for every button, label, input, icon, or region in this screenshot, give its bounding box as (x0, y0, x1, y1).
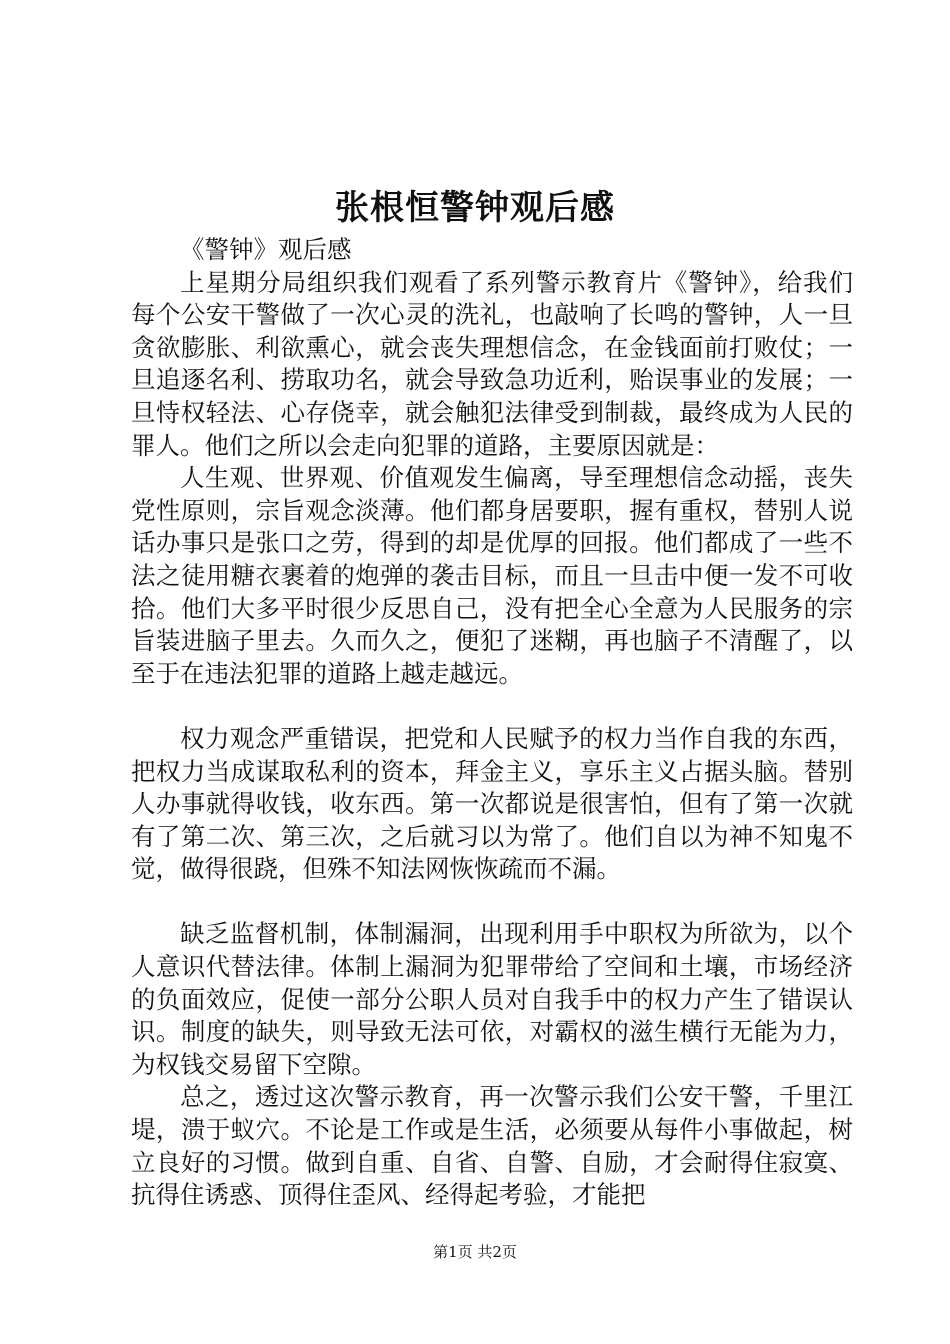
body-paragraph: 总之，透过这次警示教育，再一次警示我们公安干警，千里江堤，溃于蚁穴。不论是工作或是生活，必须要从每件小事做起，树立良好的习惯。做到自重、自省、自警、自励，才会耐得住寂寞、抗得住诱惑、顶得住歪风、经得起考验，才能把 (131, 1082, 853, 1210)
document-title: 张根恒警钟观后感 (335, 188, 615, 228)
page-footer: 第1页 共2页 (433, 1243, 517, 1261)
document-body (131, 234, 853, 1212)
body-paragraph: 缺乏监督机制，体制漏洞，出现利用手中职权为所欲为，以个人意识代替法律。体制上漏洞为犯罪带给了空间和土壤，市场经济的负面效应，促使一部分公职人员对自我手中的权力产生了错误认识。制度的缺失，则导致无法可依，对霸权的滋生横行无能为力，为权钱交易留下空隙。 (131, 919, 853, 1079)
subtitle-paragraph: 《警钟》观后感 (180, 235, 352, 264)
body-paragraph: 权力观念严重错误，把党和人民赋予的权力当作自我的东西，把权力当成谋取私利的资本，拜金主义，享乐主义占据头脑。替别人办事就得收钱，收东西。第一次都说是很害怕，但有了第一次就有了第二次、第三次，之后就习以为常了。他们自以为神不知鬼不觉，做得很跷，但殊不知法网恢恢疏而不漏。 (131, 723, 853, 884)
body-paragraph: 人生观、世界观、价值观发生偏离，导至理想信念动摇，丧失党性原则，宗旨观念淡薄。他们都身居要职，握有重权，替别人说话办事只是张口之劳，得到的却是优厚的回报。他们都成了一些不法之徒用糖衣裹着的炮弹的袭击目标，而且一旦击中便一发不可收拾。他们大多平时很少反思自己，没有把全心全意为人民服务的宗旨装进脑子里去。久而久之，便犯了迷糊，再也脑子不清醒了，以至于在违法犯罪的道路上越走越远。 (131, 463, 853, 688)
body-paragraph: 上星期分局组织我们观看了系列警示教育片《警钟》，给我们每个公安干警做了一次心灵的洗礼，也敲响了长鸣的警钟，人一旦贪欲膨胀、利欲熏心，就会丧失理想信念，在金钱面前打败仗；一旦追逐名利、捞取功名，就会导致急功近利，贻误事业的发展；一旦恃权轻法、心存侥幸，就会触犯法律受到制裁，最终成为人民的罪人。他们之所以会走向犯罪的道路，主要原因就是： (131, 267, 853, 460)
